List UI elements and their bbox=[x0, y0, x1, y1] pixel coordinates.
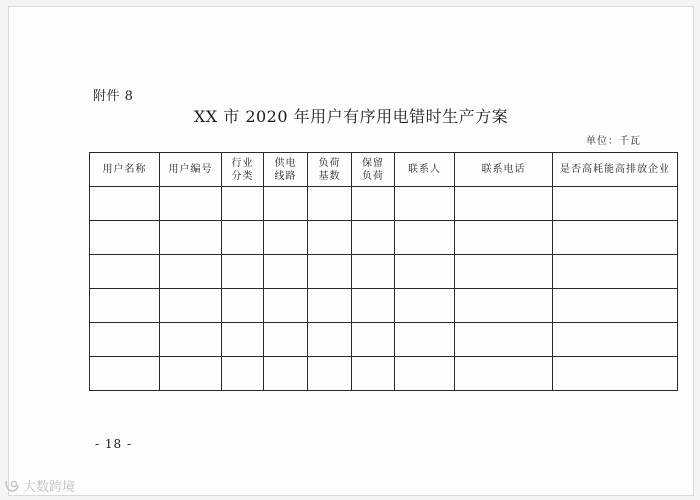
document-page bbox=[8, 6, 694, 496]
table-cell bbox=[160, 255, 222, 289]
header-supply-line: 供电 线路 bbox=[264, 153, 308, 187]
table-cell bbox=[395, 221, 455, 255]
attachment-label: 附件 8 bbox=[93, 89, 134, 104]
header-user-id: 用户编号 bbox=[160, 153, 222, 187]
header-industry-category: 行业 分类 bbox=[222, 153, 264, 187]
table-cell bbox=[308, 289, 352, 323]
document-title: XX 市 2020 年用户有序用电错时生产方案 bbox=[193, 107, 509, 126]
table-cell bbox=[395, 289, 455, 323]
table-cell bbox=[90, 323, 160, 357]
table-cell bbox=[264, 323, 308, 357]
table-row bbox=[90, 221, 678, 255]
table-cell bbox=[553, 289, 678, 323]
table-row bbox=[90, 323, 678, 357]
table-row bbox=[90, 187, 678, 221]
table-cell bbox=[222, 289, 264, 323]
watermark-text: 大数跨境 bbox=[23, 480, 76, 495]
table-cell bbox=[352, 187, 395, 221]
table-cell bbox=[160, 187, 222, 221]
table-cell bbox=[160, 357, 222, 391]
table-row bbox=[90, 357, 678, 391]
table-cell bbox=[308, 187, 352, 221]
table-cell bbox=[90, 289, 160, 323]
table-cell bbox=[553, 357, 678, 391]
table-cell bbox=[264, 255, 308, 289]
table-cell bbox=[455, 255, 553, 289]
table-cell bbox=[264, 187, 308, 221]
table-row bbox=[90, 289, 678, 323]
table-cell bbox=[222, 187, 264, 221]
page-number: - 18 - bbox=[95, 437, 133, 451]
table-cell bbox=[308, 323, 352, 357]
table-cell bbox=[455, 221, 553, 255]
table-cell bbox=[352, 289, 395, 323]
table-cell bbox=[90, 221, 160, 255]
header-high-energy-enterprise: 是否高耗能高排放企业 bbox=[553, 153, 678, 187]
table-cell bbox=[90, 187, 160, 221]
table-cell bbox=[160, 289, 222, 323]
logo-icon bbox=[4, 479, 20, 493]
table-cell bbox=[160, 221, 222, 255]
header-reserved-load: 保留 负荷 bbox=[352, 153, 395, 187]
header-row bbox=[90, 153, 678, 187]
watermark bbox=[4, 476, 75, 495]
table-cell bbox=[308, 255, 352, 289]
table-cell bbox=[90, 255, 160, 289]
header-user-name: 用户名称 bbox=[90, 153, 160, 187]
header-base-load: 负荷 基数 bbox=[308, 153, 352, 187]
table-cell bbox=[352, 323, 395, 357]
table-cell bbox=[455, 187, 553, 221]
table-cell bbox=[264, 289, 308, 323]
table-cell bbox=[222, 323, 264, 357]
table-cell bbox=[308, 221, 352, 255]
table-cell bbox=[264, 221, 308, 255]
production-plan-table bbox=[89, 152, 678, 391]
table-cell bbox=[160, 323, 222, 357]
table-cell bbox=[308, 357, 352, 391]
table-cell bbox=[553, 255, 678, 289]
table-cell bbox=[352, 255, 395, 289]
table-cell bbox=[222, 255, 264, 289]
table-cell bbox=[264, 357, 308, 391]
table-cell bbox=[222, 357, 264, 391]
table-cell bbox=[455, 323, 553, 357]
table-cell bbox=[90, 357, 160, 391]
table-cell bbox=[395, 187, 455, 221]
table-cell bbox=[553, 187, 678, 221]
table-cell bbox=[553, 221, 678, 255]
header-contact-person: 联系人 bbox=[395, 153, 455, 187]
table-cell bbox=[455, 357, 553, 391]
table-cell bbox=[455, 289, 553, 323]
table-cell bbox=[395, 255, 455, 289]
table-cell bbox=[352, 221, 395, 255]
table-cell bbox=[553, 323, 678, 357]
table-cell bbox=[395, 323, 455, 357]
table-row bbox=[90, 255, 678, 289]
header-contact-phone: 联系电话 bbox=[455, 153, 553, 187]
table-cell bbox=[395, 357, 455, 391]
unit-label: 单位：千瓦 bbox=[586, 136, 641, 147]
table-cell bbox=[222, 221, 264, 255]
table-cell bbox=[352, 357, 395, 391]
